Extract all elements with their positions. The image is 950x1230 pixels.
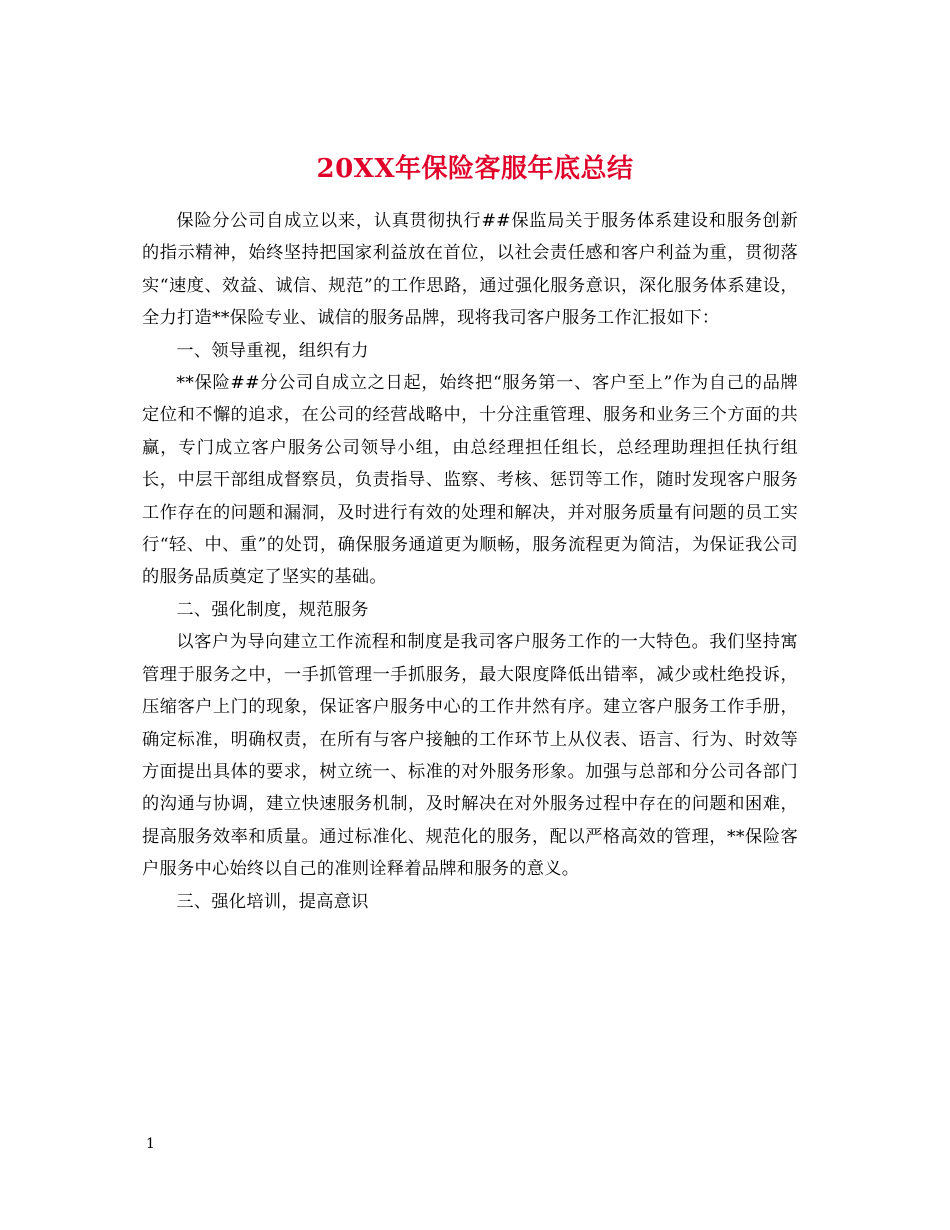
section-paragraph-1: **保险##分公司自成立之日起，始终把“服务第一、客户至上”作为自己的品牌定位和不懈的追求，在公司的经营战略中，十分注重管理、服务和业务三个方面的共赢，专门成立客户服务公司领导小组，由总经理担任组长，总经理助理担任执行组长，中层干部组成督察员，负责指导、监察、考核、惩罚等工作，随时发现客户服务工作存在的问题和漏洞，及时进行有效的处理和解决，并对服务质量有问题的员工实行“轻、中、重”的处罚，确保服务通道更为顺畅，服务流程更为简洁，为保证我公司的服务品质奠定了坚实的基础。: [142, 373, 798, 588]
section-heading-1: 一、领导重视，组织有力: [176, 340, 369, 361]
document-title: 20XX年保险客服年底总结: [316, 154, 634, 185]
document-body: [142, 205, 798, 918]
intro-paragraph: 保险分公司自成立以来，认真贯彻执行##保监局关于服务体系建设和服务创新的指示精神，始终坚持把国家利益放在首位，以社会责任感和客户利益为重，贯彻落实“速度、效益、诚信、规范”的工作思路，通过强化服务意识，深化服务体系建设，全力打造**保险专业、诚信的服务品牌，现将我司客户服务工作汇报如下：: [142, 211, 798, 329]
section-heading-3: 三、强化培训，提高意识: [176, 891, 369, 912]
section-paragraph-2: 以客户为导向建立工作流程和制度是我司客户服务工作的一大特色。我们坚持寓管理于服务之中，一手抓管理一手抓服务，最大限度降低出错率，减少或杜绝投诉，压缩客户上门的现象，保证客户服务中心的工作井然有序。建立客户服务工作手册，确定标准，明确权责，在所有与客户接触的工作环节上从仪表、语言、行为、时效等方面提出具体的要求，树立统一、标准的对外服务形象。加强与总部和分公司各部门的沟通与协调，建立快速服务机制，及时解决在对外服务过程中存在的问题和困难，提高服务效率和质量。通过标准化、规范化的服务，配以严格高效的管理，**保险客户服务中心始终以自己的准则诠释着品牌和服务的意义。: [142, 632, 798, 880]
page-number: 1: [146, 1136, 155, 1152]
section-heading-2: 二、强化制度，规范服务: [176, 599, 369, 620]
